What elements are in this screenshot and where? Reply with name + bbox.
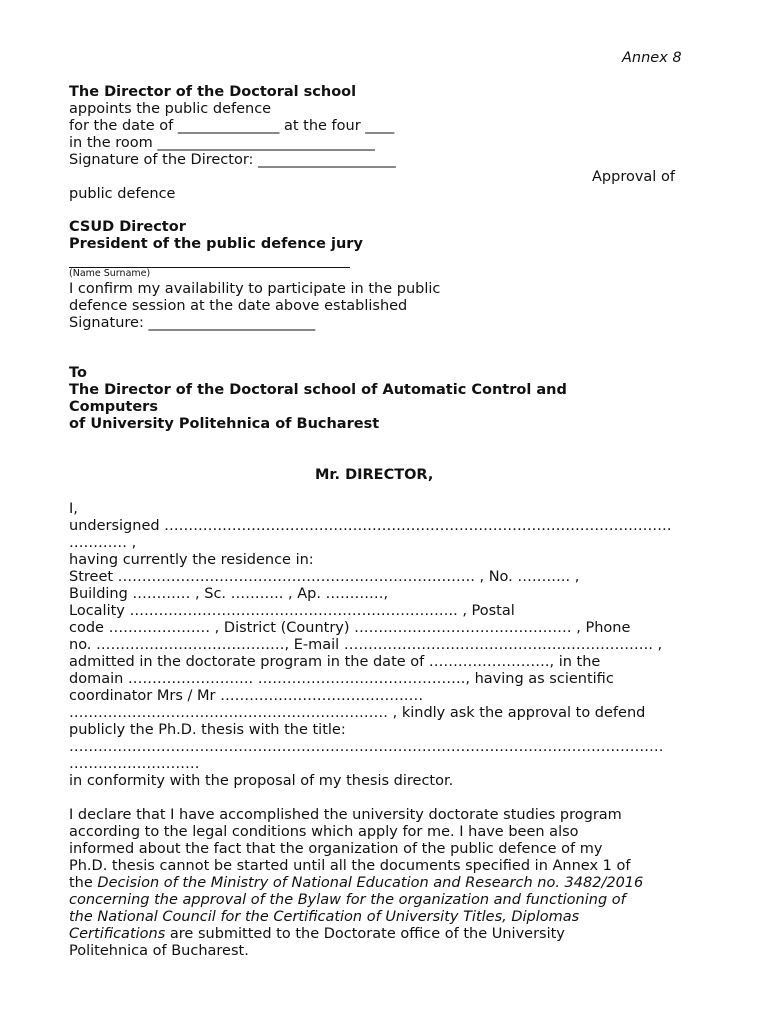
- request-line: ……………………………………………………………………………………………………………: [69, 739, 664, 755]
- address-line: of University Politehnica of Bucharest: [69, 416, 380, 432]
- request-line: coordinator Mrs / Mr ……………………………………: [69, 688, 424, 704]
- address-to: To: [69, 365, 87, 381]
- approval-continuation: public defence: [69, 186, 176, 202]
- request-line: Street ……………………………………………………………….. , No. ……….. ,: [69, 569, 580, 585]
- request-line: I,: [69, 501, 78, 517]
- appointment-heading: The Director of the Doctoral school: [69, 84, 357, 100]
- csud-director-title: CSUD Director: [69, 219, 186, 235]
- request-line: no. …………………………………, E-mail ………………………………………………………. ,: [69, 637, 663, 653]
- declaration-line: I declare that I have accomplished the university doctorate studies program: [69, 807, 622, 823]
- request-line: having currently the residence in:: [69, 552, 314, 568]
- request-line: ………………………: [69, 756, 200, 772]
- declaration-text: are submitted to the Doctorate office of the University: [165, 926, 565, 942]
- address-line: Computers: [69, 399, 158, 415]
- declaration-line: [69, 926, 565, 943]
- declaration-line: informed about the fact that the organization of the public defence of my: [69, 841, 603, 857]
- request-line: ………………………………………………………… , kindly ask the approval to defend: [69, 705, 646, 721]
- request-line: admitted in the doctorate program in the date of ……………………., in the: [69, 654, 601, 670]
- request-line: Building ………… , Sc. ……….. , Ap. …………,: [69, 586, 389, 602]
- decision-reference: concerning the approval of the Bylaw for the organization and functioning of: [69, 892, 626, 908]
- name-surname-caption: (Name Surname): [69, 268, 151, 279]
- request-line: code ………………… , District (Country) ……………………………………… , Phone: [69, 620, 631, 636]
- confirm-line: defence session at the date above established: [69, 298, 408, 314]
- declaration-line: [69, 875, 643, 892]
- decision-reference: the National Council for the Certification of University Titles, Diplomas: [69, 909, 580, 925]
- jury-president-title: President of the public defence jury: [69, 236, 363, 252]
- request-line: ………… ,: [69, 535, 137, 551]
- request-line: domain …………………….. ……………………………………., having as scientific: [69, 671, 614, 687]
- request-line: publicly the Ph.D. thesis with the title:: [69, 722, 346, 738]
- confirm-line: I confirm my availability to participate in the public: [69, 281, 441, 297]
- appointment-line: appoints the public defence: [69, 101, 272, 117]
- declaration-line: Politehnica of Bucharest.: [69, 943, 249, 959]
- request-line: Locality ………………………………………………………….. , Postal: [69, 603, 515, 619]
- date-hour-line: for the date of ______________ at the four ____: [69, 118, 395, 134]
- approval-label: Approval of: [592, 169, 675, 185]
- address-line: The Director of the Doctoral school of Automatic Control and: [69, 382, 567, 398]
- room-line: in the room ______________________________: [69, 135, 375, 151]
- request-line: in conformity with the proposal of my thesis director.: [69, 773, 454, 789]
- decision-reference: Certifications: [69, 926, 166, 942]
- request-line: undersigned ……………………………………………………………………………………………: [69, 518, 672, 534]
- director-signature-line: Signature of the Director: ___________________: [69, 152, 396, 168]
- decision-reference: Decision of the Ministry of National Education and Research no. 3482/2016: [97, 875, 644, 891]
- declaration-line: Ph.D. thesis cannot be started until all the documents specified in Annex 1 of: [69, 858, 631, 874]
- annex-label: Annex 8: [622, 50, 682, 66]
- declaration-line: according to the legal conditions which apply for me. I have been also: [69, 824, 579, 840]
- declaration-text: the: [69, 875, 98, 891]
- salutation: Mr. DIRECTOR,: [315, 467, 434, 483]
- jury-signature-line: Signature: _______________________: [69, 315, 316, 331]
